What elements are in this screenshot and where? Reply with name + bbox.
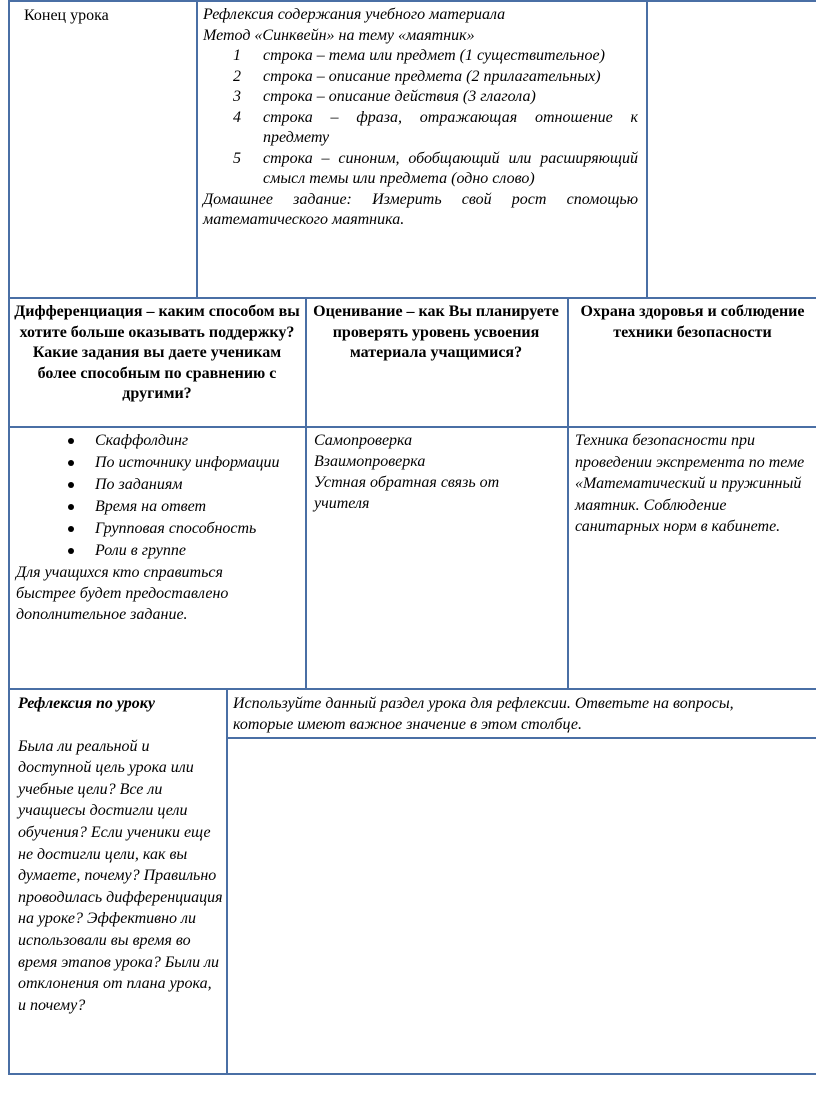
bullet-icon [68, 482, 74, 488]
assessment-header: Оценивание – как Вы планируете проверять уровень усвоения материала учащимися? [313, 303, 559, 361]
border-top [8, 0, 816, 2]
border-headers-bottom [8, 426, 816, 428]
synquain-list [203, 46, 638, 190]
list-item: По источнику информации [16, 452, 302, 474]
spacer [18, 715, 223, 736]
safety-header: Охрана здоровья и соблюдение техники безопасности [580, 303, 805, 341]
synquain-line-2: 2 строка – описание предмета (2 прилагательных) [233, 67, 601, 85]
synquain-line-5: 5 строка – синоним, обобщающий или расширяющий смысл темы или предмета (одно слово) [233, 149, 638, 187]
border-row3-bottom [8, 688, 816, 690]
border-content-right [646, 0, 648, 298]
list-item: Групповая способность [16, 518, 302, 540]
assessment-content [314, 430, 554, 514]
assessment-line: Самопроверка [314, 432, 413, 449]
reflection-block [18, 693, 223, 1016]
border-stage-right [196, 0, 198, 298]
assessment-line: Устная обратная связь от учителя [314, 474, 500, 512]
stage-label: Конец урока [24, 7, 109, 24]
reflection-heading: Рефлексия по уроку [18, 695, 156, 712]
list-item: Время на ответ [16, 496, 302, 518]
border-reflection-right [226, 688, 228, 1075]
bullet-icon [68, 548, 74, 554]
method-line: Метод «Синквейн» на тему «маятник» [203, 26, 475, 44]
border-bottom [8, 1073, 816, 1075]
border-col2-right [567, 297, 569, 689]
synquain-line-3: 3 строка – описание действия (3 глагола) [233, 88, 536, 105]
reflection-title: Рефлексия содержания учебного материала [203, 6, 506, 23]
border-left [8, 0, 10, 1075]
synquain-line-1: 1 строка – тема или предмет (1 существительное) [233, 47, 605, 64]
list-item: По заданиям [16, 474, 302, 496]
bullet-icon [68, 526, 74, 532]
differentiation-list [16, 430, 302, 562]
differentiation-content [16, 430, 302, 625]
border-col1-right [305, 297, 307, 689]
border-instruction-bottom [226, 737, 816, 739]
differentiation-header: Дифференциация – каким способом вы хотите больше оказывать поддержку? Какие задания вы даете ученикам более способным по сравнению с другими? [14, 303, 300, 402]
bullet-icon [68, 460, 74, 466]
assessment-line: Взаимопроверка [314, 453, 426, 470]
bullet-icon [68, 438, 74, 444]
synquain-block [203, 5, 638, 231]
reflection-instruction: Используйте данный раздел урока для рефлексии. Ответьте на вопросы, которые имеют важное значение в этом столбце. [233, 695, 734, 733]
homework-text: Домашнее задание: Измерить свой рост спомощью математического маятника. [203, 190, 638, 228]
synquain-line-4: 4 строка – фраза, отражающая отношение к предмету [233, 108, 638, 146]
list-item: Роли в группе [16, 540, 302, 562]
list-item: Скаффолдинг [16, 430, 302, 452]
border-row1-bottom [8, 297, 816, 299]
differentiation-note: Для учащихся кто справиться быстрее будет предоставлено дополнительное задание. [16, 564, 229, 623]
safety-content: Техника безопасности при проведении экспремента по теме «Математический и пружинный маятник. Соблюдение санитарных норм в кабинете. [575, 432, 805, 535]
reflection-questions: Была ли реальной и доступной цель урока или учебные цели? Все ли учащиесы достигли цели обучения? Если ученики еще не достигли цели, как вы думаете, почему? Правильно проводилась дифференциация на уроке? Эффективно ли использовали вы время во время этапов урока? Были ли отклонения от плана урока, и почему? [18, 737, 223, 1014]
bullet-icon [68, 504, 74, 510]
